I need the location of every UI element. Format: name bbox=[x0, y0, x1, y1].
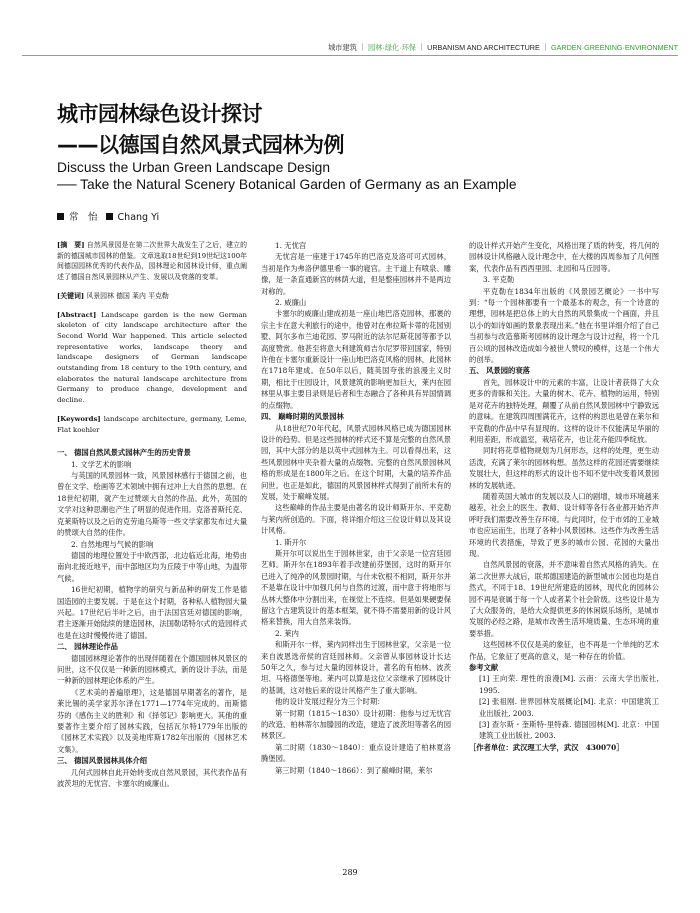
paragraph: 德国园林理论著作的出现伴随着在个德国园林风景区的问世，这不仅仅是一种新的园林模式，新的设计手法，而是一种新的园林理论体系的产生。 bbox=[57, 653, 247, 686]
paragraph: 他的设计发展过程分为三个时期： bbox=[275, 697, 385, 707]
column-1 bbox=[57, 240, 247, 789]
column-2 bbox=[261, 240, 451, 776]
square-bullet-icon bbox=[57, 213, 64, 220]
paragraph: 这些园林不仅仅是美的象征，也不再是一个单纯的艺术作品，它象征了更高的意义，是一种存在的价值。 bbox=[469, 640, 659, 661]
references-heading: 参考文献 bbox=[469, 663, 499, 673]
section-heading: 四、 巅峰时期的风景园林 bbox=[261, 412, 344, 422]
paragraph: 几何式园林自此开始转变成自然风景园，其代表作品有波茨坦的无忧宫、卡塞尔的威廉山。 bbox=[57, 767, 247, 789]
title-en-line2: ── Take the Natural Scenery Botanical Garden of Germany as an Example bbox=[57, 177, 517, 192]
paragraph: 平克勒在1834年出版的《风景园艺概论》一书中写到：“每一个园林都要有一个最基本的观念，有一个诗意的理想，园林是把总体上的大自然的风景集成一个画面，并且以小的如诗如画的景象表现出来。”他在书里详细介绍了自己当初参与改造慕斯考园林的设计理念与设计过程，将一个几百公顷的园林改造成如今被世人赞叹的模样，这是一个伟大的创举。 bbox=[469, 286, 659, 365]
title-cn-line2: ——以德国自然风景式园林为例 bbox=[57, 133, 344, 157]
section-heading: 二、 园林理论作品 bbox=[57, 642, 118, 652]
header-journal-cn: 城市建筑 bbox=[328, 43, 357, 52]
paragraph: 随着英国大城市的发展以及人口的剧增，城市环境越来越差，社会上的医生、教师、设计师等各行各业都开始齐声呼吁我们需要改善生存环境。与此同时，位于市郊的工业城市也应运而生，出现了各种小风景园林。这些作为改善生活环境的代表措施，导致了更多的城市公园、花园的大量出现。 bbox=[469, 491, 659, 558]
paragraph: 从18世纪70年代起，风景式园林风格已成为德国园林设计的趋势。但是这些园林的样式还不算是完整的自然风景园，其中大部分的是以英中式园林为主。可以看得出来，这些风景园林中夹杂着大量的点缀物。完整的自然风景园林风格的形成是在1800年之后。在这个时期，大量的培养作品问世。也正是如此，德国的风景园林样式得到了前所未有的发展，处于巅峰发展。 bbox=[261, 423, 451, 501]
subsection-heading: 3. 平克勒 bbox=[483, 275, 515, 285]
author-en: Chang Yi bbox=[117, 212, 160, 223]
abstract-en: [Abstract] Landscape garden is the new German skeleton of city landscape architecture after the Second World War happened. This article selected representative works, landscape theory and landscape designers of German landscape outstanding from 18 century to the 19th century, and elaborates the natural landscape architecture from Germany to produce change, development and decline. bbox=[57, 310, 247, 405]
title-cn-line1: 城市园林绿色设计探讨 bbox=[57, 102, 262, 126]
paragraph: 同时将花草植物规划为几何形态，这样的处理，更生动活泼，充满了莱尔的园林构想。虽然这样的花园还需要继续发展壮大，但这样的形式的设计也不知不觉中改变着风景园林的发展轨迹。 bbox=[469, 446, 659, 490]
subsection-heading: 1. 文学艺术的影响 bbox=[71, 459, 132, 469]
header-rule bbox=[22, 55, 678, 56]
paragraph: 和斯开尔一样，莱内同样出生于园林世家，父亲是一位来自波恩选帝侯的宫廷园林师。父亲曾从事园林设计长达50年之久，参与过大量的园林设计，著名的有柏林、波茨坦、马格德堡等地。莱内可以算是这位父亲继承了园林设计的基调，这对他后来的设计风格产生了重大影响。 bbox=[261, 640, 451, 695]
author-line bbox=[57, 209, 159, 223]
abstract-cn: [摘 要] 自然风景园是在第二次世界大战发生了之后，建立的新的德国城市园林的借鉴。文章选取18世纪到19世纪这100年间德国园林优秀的代表作品，园林理论和园林设计师，重点阐述了德国自然风景园林从产生、发展以及衰落的变革。 bbox=[57, 241, 247, 282]
header-section-en: GARDEN·GREENING·ENVIRONMENT bbox=[551, 43, 678, 52]
paragraph: 《艺术美的普遍原理》，这是德国早期著名的著作，是莱比锡的美学家苏尔泽在1771—1774年完成的。而斯德芬的《感伤主义的胜利》和《择邻记》影响更大。其他的重要著作主要介绍了园林实践，包括瓦尔特1779年出版的《园林艺术实践》以及美地库斯1782年出版的《园林艺术文集》。 bbox=[57, 687, 247, 754]
paragraph: 斯开尔可以说出生于园林世家，由于父亲是一位宫廷园艺师。斯开尔在1893年着手改建前芬堡园，这时的斯开尔已进入了纯净的风景园时期，与什未钦根不相同，斯开尔并不是靠在设计中加强几何与自然的过渡，而中意于将地形与丛林大整体中分割出来，在视觉上不连续。但是如果硬要保留这个古建筑设计的基本框架，就不得不需要用新的设计风格来替换，用大自然来装饰。 bbox=[261, 548, 451, 627]
paragraph: 的设计样式开始产生变化，风格出现了质的转变，将几何的园林设计风格融入设计理念中，在大楼的四周参加了几何图案，代表作品有西西里园、北园和马丘园等。 bbox=[469, 241, 659, 273]
title-en-line1: Discuss the Urban Green Landscape Design bbox=[57, 160, 331, 175]
section-heading: 三、 德国风景园林具体介绍 bbox=[57, 756, 148, 766]
subsection-heading: 2. 自然地理与气候的影响 bbox=[71, 539, 154, 549]
paragraph: 与英国的风景园林一致，风景园林感行于德国之前，也曾在文学、绘画等艺术领域中拥有过冲上大自然的思想。在18世纪初期，就产生过赞颂大自然的作品。此外，英国的文学对这种思潮也产生了明显的促进作用。克洛普斯托克、克莱斯特以及之后的克劳迪乌斯等一些文学家都发布过大量的赞颂大自然的佳作。 bbox=[57, 471, 247, 538]
section-heading: 五、 风景园的衰落 bbox=[469, 366, 530, 376]
header-journal-en: URBANISM AND ARCHITECTURE bbox=[427, 43, 540, 52]
subsection-heading: 1. 斯开尔 bbox=[275, 537, 307, 547]
subsection-heading: 1. 无忧宫 bbox=[275, 241, 307, 250]
author-cn: 常 怡 bbox=[69, 212, 98, 223]
section-heading: 一、 德国自然风景式园林产生的历史背景 bbox=[57, 448, 191, 458]
paragraph: 这些巅峰的作品主要是由著名的设计师斯开尔、平克勒与莱内所创造的。下面，将详细介绍这三位设计师以及其设计风格。 bbox=[261, 503, 451, 536]
running-header: 城市建筑 ｜ 园林·绿化·环保 ｜ URBANISM AND ARCHITECTURE ｜ GARDEN·GREENING·ENVIRONMENT bbox=[328, 43, 678, 52]
author-affiliation: ［作者单位：武汉理工大学，武汉 430070］ bbox=[469, 742, 624, 752]
page-number: 289 bbox=[342, 868, 358, 877]
header-section-cn: 园林·绿化·环保 bbox=[368, 43, 416, 52]
paragraph: 第一时期（1815～1830）设计初期：他参与过无忧宫的改造、柏林蒂尔加滕园的改造，建造了波茨坦等著名的园林景区。 bbox=[261, 708, 451, 741]
paragraph: 无忧宫是一座建于1745年的巴洛克及洛可可式园林，当初是作为弗洛伊德里希一事的寝宫。主干道上有喷泉、雕像，是一条直通新宫的林荫大道，但是整座园林并不是两边对称的。 bbox=[261, 252, 451, 296]
paragraph: 首先，园林设计中的元素的丰富，让设计者获得了大众更多的青睐和关注。大量的树木、花卉、植物的运用，特别是对花卉的独特处理，颠覆了从前自然风景园林中宁静致远的意味。在建筑四周围满花卉，这样的构思也是曾在莱尔和平克勒的作品中早有显现的。这样的设计不仅能满足华丽的利用差距，形成温室，栽培花卉，也让花卉能四季绽放。 bbox=[469, 377, 659, 444]
reference-item: [2] 张祖刚. 世界园林发展概论[M]. 北京：中国建筑工业出版社, 2003. bbox=[479, 697, 659, 718]
reference-item: [3] 查尔斯・奎斯特-里特森. 德国园林[M]. 北京：中国建筑工业出版社, 2003. bbox=[479, 720, 659, 741]
paragraph: 自然风景园的衰落，并不意味着自然式风格的消失。在第二次世界大战后，联邦德国建造的新型城市公园也均是自然式，不同于18、19世纪所建造的园林，现代化的园林公园不再是衰属于每一个人或者某个社会阶级。这些设计是为了大众服务的，是给大众提供更多的休闲娱乐场所，是城市发展的必经之路，是城市改善生活环境质量、生态环境的重要举措。 bbox=[469, 560, 659, 638]
keywords-cn: [关键词] 风景园林 德国 莱内 平克勒 bbox=[57, 291, 169, 300]
paragraph: 第三时期（1840～1866）：到了巅峰时期，莱尔 bbox=[275, 765, 433, 775]
reference-item: [1] 王向荣. 理性的浪漫[M]. 云南：云南大学出版社, 1995. bbox=[479, 674, 659, 695]
paragraph: 卡塞尔的威廉山建成初是一座山地巴洛克园林，那裹的宗主卡在意大利旅行的途中，他曾对在弗拉斯卡蒂的花园别墅、阿尔多布兰迪花园、罗马附近的法尔尼斯花园等都予以高度赞赏。他甚至将意大利建筑师吉尔尼罗带回国家，特别许他在卡塞尔重新设计一座山地巴洛克风格的园林，此园林在1718年建成。在50年以后，随英国夸张的浪漫主义时期，相比于庄园设计，风景建筑的影响更加巨大，莱内在园林里从事主要目录则是后者和生态融合了各种具有异国情调的点缀物。 bbox=[261, 309, 451, 410]
paragraph: 第二时期（1830～1840）：重点设计建造了柏林夏洛腾堡园。 bbox=[261, 742, 451, 764]
column-3 bbox=[469, 240, 659, 753]
paragraph: 德国的地理位置处于中欧西部，北边临近北海，地势由南向北接近地平，而中部地区均为丘陵于中等山地，为温带气候。 bbox=[57, 550, 247, 583]
subsection-heading: 2. 威廉山 bbox=[275, 298, 307, 308]
keywords-en: [Keywords] landscape architecture, germany, Leme, Flat koehler bbox=[57, 414, 247, 434]
square-bullet-icon bbox=[106, 213, 113, 220]
subsection-heading: 2. 莱内 bbox=[275, 628, 299, 638]
paragraph: 16世纪初期，植物学的研究与新品种的研发工作是德国造园的主要发展。于是在这个时期，各种私人植物园大量兴起。17世纪后半叶之后，由于法国宫廷对德国的影响，君主逐渐开始陆续的建造园林，法国勒诺特尔式的造园样式也是在这时慢慢传进了德国。 bbox=[57, 585, 247, 640]
